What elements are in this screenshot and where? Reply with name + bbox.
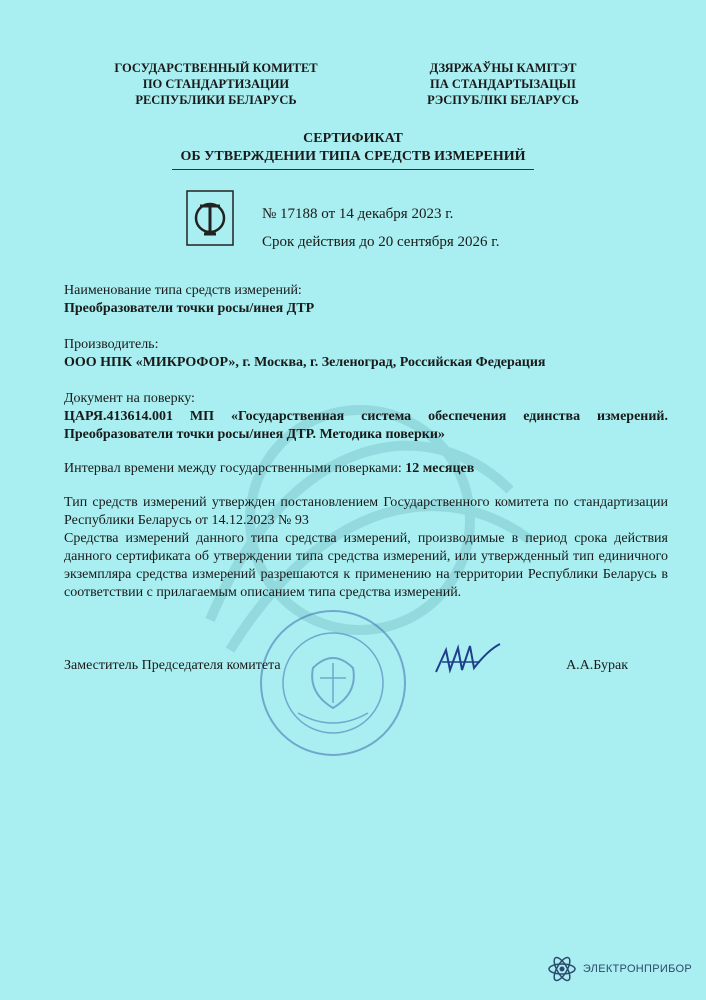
- header-right-line: ДЗЯРЖАЎНЫ КАМІТЭТ: [429, 61, 577, 75]
- gosstandart-logo-icon: [186, 190, 234, 246]
- handwritten-signature: [428, 640, 508, 680]
- interval-value: 12 месяцев: [405, 461, 475, 476]
- atom-icon: [547, 954, 577, 984]
- title-underline: [172, 169, 534, 170]
- manufacturer-value: ООО НПК «МИКРОФОР», г. Москва, г. Зеленоград, Российская Федерация: [64, 355, 546, 370]
- header-right-line: ПА СТАНДАРТЫЗАЦЫІ: [430, 77, 576, 91]
- manufacturer-section: [64, 336, 668, 372]
- header-belarusian: [388, 60, 618, 108]
- brand-label: ЭЛЕКТРОНПРИБОР: [582, 963, 692, 975]
- header-left-line: РЕСПУБЛИКИ БЕЛАРУСЬ: [135, 93, 297, 107]
- interval-label: Интервал времени между государственными поверками:: [64, 461, 402, 476]
- brand-footer: [547, 954, 692, 984]
- signatory-position: Заместитель Председателя комитета: [64, 658, 281, 673]
- type-name-section: [64, 282, 668, 318]
- document-title: [160, 130, 546, 170]
- type-name-value: Преобразователи точки росы/инея ДТР: [64, 301, 315, 316]
- interval-section: [64, 460, 668, 478]
- usage-text: Средства измерений данного типа средства измерений, производимые в период срока действия данного сертификата об утверждении типа средства измерений, или утвержденный тип единичного экземпляра средства измерений разрешаются к применению на территории Республики Беларусь в соответствии с прилагаемым описанием типа средства измерений.: [64, 531, 668, 600]
- title-line-2: ОБ УТВЕРЖДЕНИИ ТИПА СРЕДСТВ ИЗМЕРЕНИЙ: [180, 149, 526, 164]
- verification-doc-section: [64, 390, 668, 444]
- header-left-line: ПО СТАНДАРТИЗАЦИИ: [142, 77, 290, 91]
- verification-doc-value: ЦАРЯ.413614.001 МП «Государственная система обеспечения единства измерений. Преобразователи точки росы/инея ДТР. Методика поверки»: [64, 409, 668, 442]
- title-line-1: СЕРТИФИКАТ: [303, 131, 403, 146]
- verification-doc-label: Документ на поверку:: [64, 391, 195, 406]
- manufacturer-label: Производитель:: [64, 337, 159, 352]
- signatory-name: А.А.Бурак: [566, 658, 628, 673]
- certificate-number: № 17188 от 14 декабря 2023 г.: [262, 206, 454, 222]
- type-name-label: Наименование типа средств измерений:: [64, 283, 302, 298]
- certificate-validity: Срок действия до 20 сентября 2026 г.: [262, 234, 500, 250]
- header-russian: [100, 60, 332, 108]
- header-right-line: РЭСПУБЛІКІ БЕЛАРУСЬ: [427, 93, 579, 107]
- official-seal-icon: [258, 608, 408, 758]
- approval-text: Тип средств измерений утвержден постановлением Государственного комитета по стандартизации Республики Беларусь от 14.12.2023 № 93: [64, 495, 668, 528]
- header-left-line: ГОСУДАРСТВЕННЫЙ КОМИТЕТ: [114, 61, 318, 75]
